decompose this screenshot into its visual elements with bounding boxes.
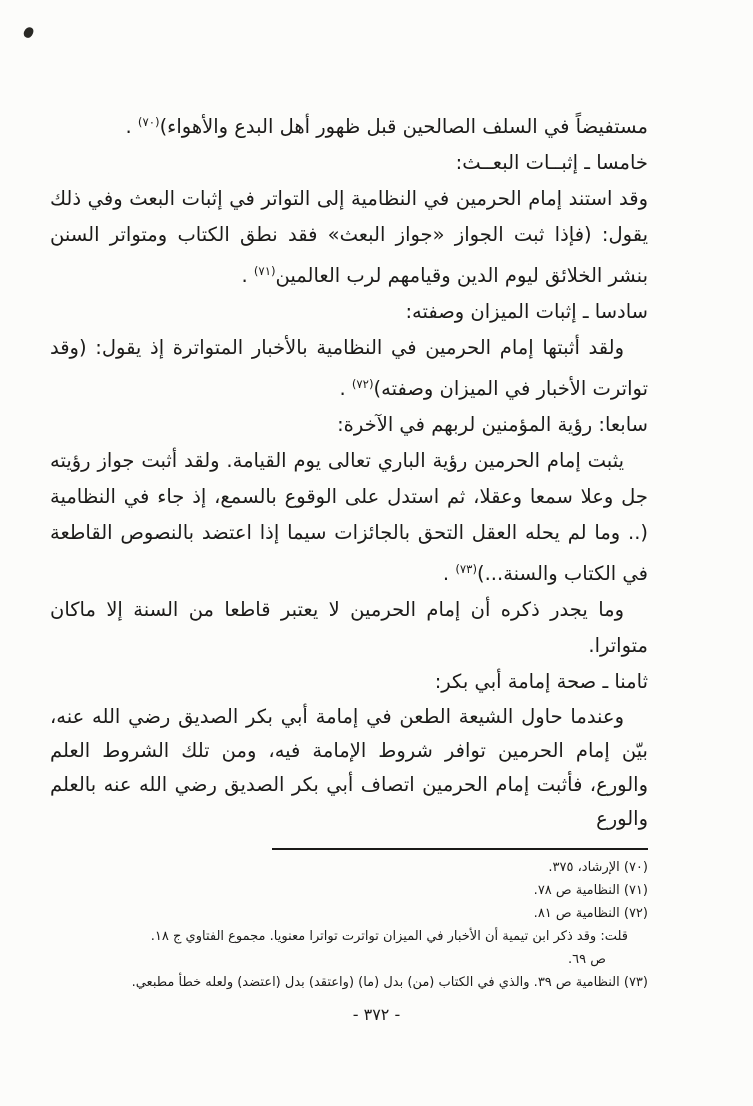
paragraph-seventh-first-text: يثبت إمام الحرمين رؤية الباري تعالى يوم القيامة. ولقد أثبت جواز رؤيته جل وعلا سمعا وعقلا، ثم استدل على الوقوع بالسمع، إذ جاء في النظامية (.. وما لم يحله العقل التحق بالجائزات سيما إذا اعتضد بالنصوص القاطعة في الكتاب والسنة...) [50,449,648,585]
section-heading-seventh: سابعا: رؤية المؤمنين لربهم في الآخرة: [337,413,648,436]
paragraph-seventh-second: وما يجدر ذكره أن إمام الحرمين لا يعتبر قاطعا من السنة إلا ماكان متواترا. [50,598,648,657]
paragraph-sixth [50,330,648,407]
scan-artifact [23,26,35,39]
footnote-ref-71: (٧١) [253,264,276,278]
footnote-line-72: (٧٢) النظامية ص ٨١. [533,906,648,921]
paragraph-eighth: وعندما حاول الشيعة الطعن في إمامة أبي بكر الصديق رضي الله عنه، بيّن إمام الحرمين توافر شروط الإمامة فيه، ومن تلك الشروط العلم والورع، فأثبت إمام الحرمين اتصاف أبي بكر الصديق رضي الله عنه بالعلم والورع [50,705,648,830]
paragraph-fifth-text: وقد استند إمام الحرمين في النظامية إلى التواتر في إثبات البعث وفي ذلك يقول: (فإذا ثبت الجواز «جواز البعث» فقد نطق الكتاب ومتواتر السنن بنشر الخلائق ليوم الدين وقيامهم لرب العالمين [50,187,648,287]
footnote-note-line-1: قلت: وقد ذكر ابن تيمية أن الأخبار في الميزان تواترت تواترا معنويا. مجموع الفتاوي ج ١٨. [150,929,628,944]
footnote-separator [272,848,648,850]
paragraph-sixth-text: ولقد أثبتها إمام الحرمين في النظامية بالأخبار المتواترة إذ يقول: (وقد تواترت الأخبار في الميزان وصفته) [50,336,648,400]
section-heading-eighth: ثامنا ـ صحة إمامة أبي بكر: [434,670,648,693]
paragraph-sixth-tail: . [339,377,352,400]
continuation-text: مستفيضاً في السلف الصالحين قبل ظهور أهل البدع والأهواء) [159,115,648,138]
footnote-ref-72: (٧٢) [351,377,374,391]
section-heading-sixth: سادسا ـ إثبات الميزان وصفته: [405,300,648,323]
footnote-ref-73: (٧٣) [455,562,477,576]
paragraph-seventh-first-tail: . [442,562,456,585]
section-heading-fifth: خامسا ـ إثبــات البعــث: [455,151,648,174]
paragraph-fifth-tail: . [241,264,254,287]
footnote-line-73: (٧٣) النظامية ص ٣٩. والذي في الكتاب (من) بدل (ما) (واعتقد) بدل (اعتضد) ولعله خطأ مطبعي. [131,975,648,990]
footnote-line-71: (٧١) النظامية ص ٧٨. [533,883,648,898]
paragraph-seventh-first [50,443,648,592]
continuation-tail: . [125,115,138,138]
footnote-ref-70: (٧٠) [137,115,160,129]
page-number: - ٣٧٢ - [352,1005,401,1024]
footnote-line-70: (٧٠) الإرشاد، ٣٧٥. [548,860,648,875]
paragraph-fifth [50,181,648,294]
footnote-note-line-2: ص ٦٩. [568,952,606,967]
page-body [50,0,648,836]
footnote-block [50,848,648,994]
paragraph-continuation [50,104,648,145]
